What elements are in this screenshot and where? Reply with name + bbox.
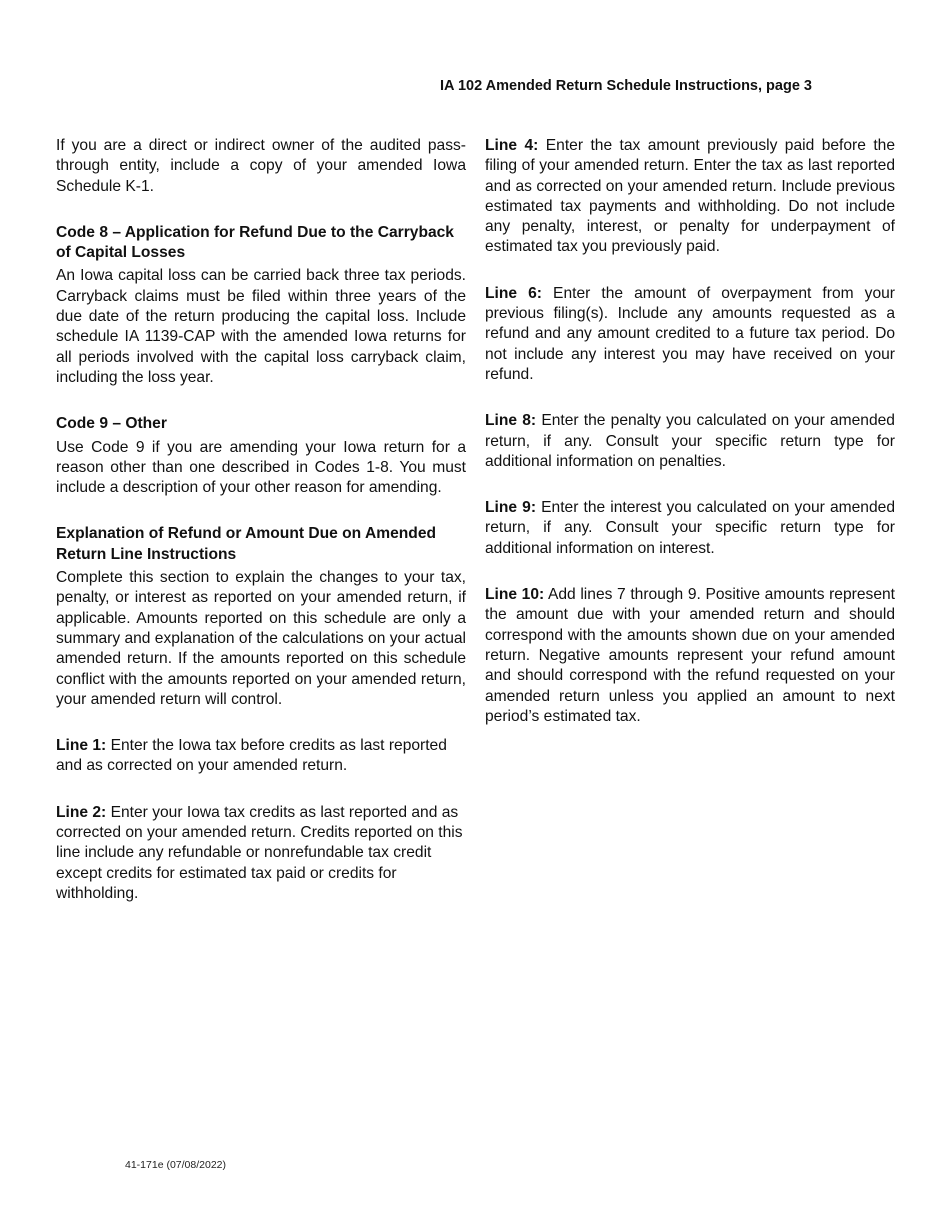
page-header: IA 102 Amended Return Schedule Instructions, page 3 [440, 78, 812, 94]
right-column [485, 136, 895, 753]
form-id-footer: 41-171e (07/08/2022) [125, 1159, 226, 1171]
left-column [56, 136, 466, 930]
line6-paragraph [485, 284, 895, 385]
explanation-text: Complete this section to explain the changes to your tax, penalty, or interest as reported on your amended return, if applicable. Amounts reported on this schedule are only a summary and explanation of the calculations on your actual amended return. If the amounts reported on this schedule conflict with the amounts reported on your amended return, your amended return will control. [56, 569, 467, 708]
intro-section [56, 136, 466, 197]
intro-text: If you are a direct or indirect owner of the audited pass-through entity, include a copy of your amended Iowa Schedule K-1. [56, 137, 466, 195]
line6-text: Enter the amount of overpayment from your previous filing(s). Include any amounts requested as a refund and any amount credited to a future tax period. Do not include any interest you may have received on your refund. [485, 284, 895, 383]
code9-text: Use Code 9 if you are amending your Iowa return for a reason other than one described in Codes 1-8. You must include a description of your other reason for amending. [56, 438, 466, 497]
line10-text: Add lines 7 through 9. Positive amounts represent the amount due with your amended return and should correspond with the amounts shown due on your amended return. Negative amounts represent your refund amount and should correspond with the refund requested on your amended return unless you applied an amount to next period’s estimated tax. [485, 586, 895, 725]
line4-text: Enter the tax amount previously paid before the filing of your amended return. Enter the tax as last reported and as corrected on your amended return. Include previous estimated tax payments and withholding. Do not include any penalty, interest, or penalty for underpayment of estimated tax you previously paid. [485, 137, 895, 256]
code9-section [56, 414, 466, 498]
line2-label: Line 2: [56, 803, 107, 821]
line8-label: Line 8: [485, 412, 537, 430]
line1-section [56, 736, 466, 777]
code8-heading: Code 8 – Application for Refund Due to the Carryback of Capital Losses [56, 223, 454, 262]
line1-label: Line 1: [56, 737, 107, 755]
line1-text: Enter the Iowa tax before credits as last reported and as corrected on your amended return. [56, 737, 447, 775]
line6-section [485, 284, 895, 385]
line6-label: Line 6: [485, 284, 542, 302]
line9-section [485, 498, 895, 559]
line2-text: Enter your Iowa tax credits as last reported and as corrected on your amended return. Credits reported on this line include any refundable or nonrefundable tax credit except credits for estimated tax paid or credits for withholding. [56, 803, 463, 902]
line10-paragraph [485, 585, 895, 727]
code9-heading: Code 9 – Other [56, 415, 167, 433]
line8-text: Enter the penalty you calculated on your amended return, if any. Consult your specific return type for additional information on penalties. [485, 412, 895, 470]
line8-paragraph [485, 411, 895, 472]
code8-section [56, 223, 466, 388]
line4-paragraph [485, 136, 895, 258]
line2-section [56, 803, 466, 904]
line9-paragraph [485, 498, 895, 559]
line9-label: Line 9: [485, 499, 537, 517]
line9-text: Enter the interest you calculated on your amended return, if any. Consult your specific return type for additional information on interest. [485, 499, 895, 557]
explanation-heading: Explanation of Refund or Amount Due on Amended Return Line Instructions [56, 525, 437, 563]
line4-section [485, 136, 895, 258]
line2-paragraph [56, 803, 466, 904]
explanation-section [56, 524, 466, 710]
line4-label: Line 4: [485, 137, 539, 154]
line8-section [485, 411, 895, 472]
line10-section [485, 585, 895, 727]
line10-label: Line 10: [485, 586, 545, 604]
line1-paragraph [56, 736, 466, 777]
code8-text: An Iowa capital loss can be carried back three tax periods. Carryback claims must be filed within three years of the due date of the return producing the capital loss. Include schedule IA 1139-CAP with the amended Iowa returns for all periods involved with the capital loss carryback claim, including the loss year. [56, 267, 466, 386]
